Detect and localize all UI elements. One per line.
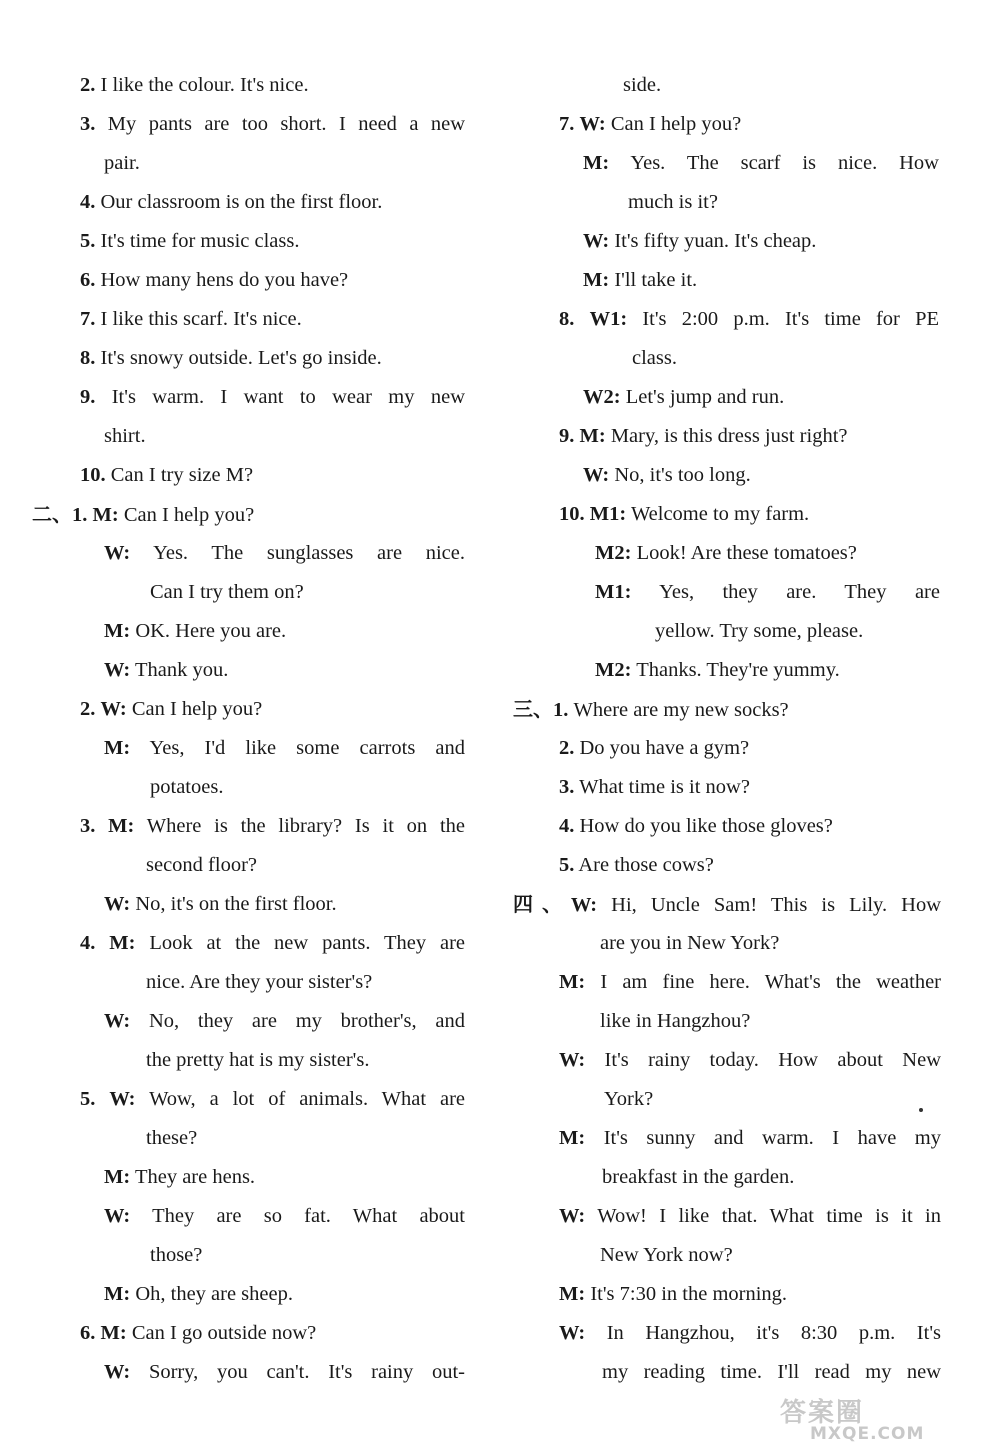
- text-line: [80, 382, 465, 412]
- line-text: breakfast in the garden.: [602, 1166, 795, 1188]
- text-line: [655, 616, 915, 646]
- line-text: How do you like those gloves?: [579, 815, 833, 837]
- line-text: Yes. The scarf is nice. How: [630, 152, 939, 174]
- line-text: Are those cows?: [578, 854, 714, 876]
- line-text: Oh, they are sheep.: [135, 1283, 293, 1305]
- text-line: [104, 889, 404, 919]
- text-line: [513, 889, 941, 920]
- line-text: No, it's too long.: [614, 464, 751, 486]
- speaker-label: M:: [109, 932, 136, 954]
- text-line: [80, 343, 460, 373]
- line-text: much is it?: [628, 191, 718, 213]
- text-line: [146, 850, 306, 880]
- line-text: pair.: [104, 152, 140, 174]
- text-line: [104, 655, 284, 685]
- item-number: 8.: [559, 308, 575, 330]
- line-text: It's snowy outside. Let's go inside.: [100, 347, 382, 369]
- line-text: Welcome to my farm.: [630, 503, 810, 525]
- line-text: OK. Here you are.: [135, 620, 287, 642]
- line-text: I am fine here. What's the weather: [600, 971, 941, 993]
- ink-dot: [919, 1108, 923, 1112]
- text-line: [80, 187, 460, 217]
- item-number: 2.: [80, 698, 96, 720]
- line-text: shirt.: [104, 425, 146, 447]
- watermark-site: MXQE.COM: [810, 1424, 925, 1444]
- line-text: Can I help you?: [610, 113, 742, 135]
- item-number: 9.: [559, 425, 575, 447]
- text-line: [150, 577, 370, 607]
- text-line: [623, 70, 683, 100]
- line-text: Look! Are these tomatoes?: [636, 542, 857, 564]
- line-text: It's time for music class.: [100, 230, 300, 252]
- section-number: 二、: [32, 502, 72, 526]
- speaker-label: W:: [104, 893, 131, 915]
- text-line: [559, 850, 759, 880]
- speaker-label: W1:: [589, 308, 628, 330]
- item-number: 3.: [80, 113, 96, 135]
- text-line: [583, 460, 823, 490]
- text-line: [583, 382, 843, 412]
- speaker-label: M:: [559, 971, 586, 993]
- text-line: [559, 499, 879, 529]
- line-text: Can I try size M?: [110, 464, 254, 486]
- watermark-logo: 答案圈: [780, 1398, 865, 1428]
- line-text: Let's jump and run.: [625, 386, 785, 408]
- line-text: Where is the library? Is it on the: [146, 815, 465, 837]
- text-line: [104, 1279, 364, 1309]
- item-number: 9.: [80, 386, 96, 408]
- text-line: [80, 1084, 465, 1114]
- line-text: In Hangzhou, it's 8:30 p.m. It's: [606, 1322, 941, 1344]
- text-line: [150, 1240, 230, 1270]
- text-line: [104, 1201, 465, 1231]
- line-text: I like this scarf. It's nice.: [100, 308, 302, 330]
- text-line: [80, 226, 380, 256]
- text-line: [80, 109, 465, 139]
- line-text: Sorry, you can't. It's rainy out-: [148, 1361, 465, 1383]
- watermark: [770, 1392, 980, 1448]
- text-line: [559, 1201, 941, 1231]
- speaker-label: M:: [583, 152, 610, 174]
- text-line: [80, 694, 320, 724]
- text-line: [104, 1006, 465, 1036]
- line-text: Can I help you?: [123, 504, 255, 526]
- text-line: [600, 928, 820, 958]
- text-line: [104, 733, 465, 763]
- line-text: Yes. The sunglasses are nice.: [153, 542, 465, 564]
- item-number: 8.: [80, 347, 96, 369]
- line-text: Can I try them on?: [150, 581, 304, 603]
- text-line: [146, 1045, 426, 1075]
- line-text: Wow! I like that. What time is it in: [597, 1205, 941, 1227]
- line-text: I like the colour. It's nice.: [100, 74, 309, 96]
- text-line: [595, 538, 925, 568]
- line-text: like in Hangzhou?: [600, 1010, 751, 1032]
- line-text: New York now?: [600, 1244, 733, 1266]
- text-line: [559, 1045, 941, 1075]
- line-text: those?: [150, 1244, 203, 1266]
- text-line: [104, 616, 364, 646]
- text-line: [559, 304, 939, 334]
- line-text: side.: [623, 74, 662, 96]
- speaker-label: W:: [583, 464, 610, 486]
- text-line: [600, 1240, 780, 1270]
- text-line: [559, 1123, 941, 1153]
- text-line: [146, 1123, 226, 1153]
- speaker-label: M:: [104, 620, 131, 642]
- text-line: [104, 148, 224, 178]
- item-number: 2.: [559, 737, 575, 759]
- section-number: 三、: [513, 697, 553, 721]
- text-line: [80, 811, 465, 841]
- text-line: [104, 1357, 465, 1387]
- speaker-label: M:: [104, 1283, 131, 1305]
- speaker-label: W:: [104, 542, 131, 564]
- item-number: 4.: [80, 932, 96, 954]
- text-line: [104, 538, 465, 568]
- item-number: 7.: [80, 308, 96, 330]
- line-text: Hi, Uncle Sam! This is Lily. How: [611, 894, 941, 916]
- line-text: are you in New York?: [600, 932, 780, 954]
- section-number: 四、: [513, 892, 571, 916]
- item-number: 7.: [559, 113, 575, 135]
- item-number: 3.: [559, 776, 575, 798]
- text-line: [559, 967, 941, 997]
- line-text: potatoes.: [150, 776, 224, 798]
- line-text: Where are my new socks?: [573, 699, 789, 721]
- item-number: 10.: [559, 503, 585, 525]
- text-line: [559, 733, 799, 763]
- text-line: [104, 421, 224, 451]
- text-line: [559, 421, 919, 451]
- speaker-label: M:: [579, 425, 606, 447]
- item-number: 5.: [559, 854, 575, 876]
- text-line: [80, 1318, 380, 1348]
- speaker-label: M1:: [595, 581, 632, 603]
- speaker-label: M:: [104, 737, 131, 759]
- line-text: Yes, they are. They are: [659, 581, 940, 603]
- item-number: 6.: [80, 269, 96, 291]
- speaker-label: W:: [109, 1088, 136, 1110]
- line-text: Wow, a lot of animals. What are: [149, 1088, 466, 1110]
- speaker-label: M:: [100, 1322, 127, 1344]
- line-text: It's fifty yuan. It's cheap.: [614, 230, 817, 252]
- speaker-label: M:: [104, 1166, 131, 1188]
- line-text: class.: [632, 347, 677, 369]
- line-text: They are so fat. What about: [152, 1205, 465, 1227]
- speaker-label: M2:: [595, 659, 632, 681]
- speaker-label: W:: [104, 1361, 131, 1383]
- speaker-label: M1:: [589, 503, 627, 525]
- text-line: [559, 811, 879, 841]
- speaker-label: W:: [104, 659, 131, 681]
- item-number: 4.: [559, 815, 575, 837]
- text-line: [595, 655, 895, 685]
- text-line: [80, 265, 420, 295]
- speaker-label: W:: [104, 1010, 131, 1032]
- text-line: [513, 694, 853, 725]
- line-text: No, they are my brother's, and: [148, 1010, 465, 1032]
- speaker-label: W:: [559, 1049, 586, 1071]
- item-number: 6.: [80, 1322, 96, 1344]
- text-line: [559, 772, 799, 802]
- line-text: Thanks. They're yummy.: [636, 659, 840, 681]
- text-line: [628, 187, 748, 217]
- speaker-label: W:: [579, 113, 606, 135]
- speaker-label: W:: [559, 1322, 586, 1344]
- line-text: It's sunny and warm. I have my: [603, 1127, 942, 1149]
- line-text: Look at the new pants. They are: [149, 932, 465, 954]
- speaker-label: M:: [583, 269, 610, 291]
- item-number: 5.: [80, 1088, 96, 1110]
- speaker-label: W:: [583, 230, 610, 252]
- text-line: [150, 772, 270, 802]
- speaker-label: W2:: [583, 386, 621, 408]
- line-text: the pretty hat is my sister's.: [146, 1049, 370, 1071]
- text-line: [602, 1162, 842, 1192]
- line-text: No, it's on the first floor.: [135, 893, 337, 915]
- speaker-label: W:: [104, 1205, 131, 1227]
- speaker-label: M2:: [595, 542, 632, 564]
- text-line: [146, 967, 426, 997]
- line-text: It's rainy today. How about New: [604, 1049, 942, 1071]
- text-line: [80, 70, 380, 100]
- line-text: Can I go outside now?: [131, 1322, 317, 1344]
- line-text: Can I help you?: [131, 698, 263, 720]
- speaker-label: M:: [559, 1283, 586, 1305]
- item-number: 5.: [80, 230, 96, 252]
- speaker-label: W:: [559, 1205, 586, 1227]
- line-text: York?: [604, 1088, 654, 1110]
- item-number: 1.: [72, 504, 88, 526]
- line-text: It's warm. I want to wear my new: [111, 386, 466, 408]
- speaker-label: M:: [92, 504, 119, 526]
- line-text: Do you have a gym?: [579, 737, 750, 759]
- text-line: [595, 577, 940, 607]
- line-text: second floor?: [146, 854, 257, 876]
- text-line: [80, 928, 465, 958]
- speaker-label: W:: [570, 894, 598, 916]
- text-line: [80, 460, 300, 490]
- line-text: They are hens.: [134, 1166, 256, 1188]
- line-text: I'll take it.: [614, 269, 698, 291]
- line-text: Mary, is this dress just right?: [610, 425, 848, 447]
- text-line: [583, 226, 883, 256]
- item-number: 2.: [80, 74, 96, 96]
- text-line: [559, 1318, 941, 1348]
- item-number: 10.: [80, 464, 106, 486]
- line-text: my reading time. I'll read my new: [602, 1361, 941, 1383]
- line-text: It's 7:30 in the morning.: [590, 1283, 788, 1305]
- text-line: [559, 109, 799, 139]
- text-line: [104, 1162, 304, 1192]
- line-text: these?: [146, 1127, 198, 1149]
- line-text: It's 2:00 p.m. It's time for PE: [642, 308, 939, 330]
- line-text: My pants are too short. I need a new: [107, 113, 466, 135]
- text-line: [632, 343, 692, 373]
- text-line: [583, 148, 939, 178]
- text-line: [80, 304, 380, 334]
- item-number: 1.: [553, 699, 569, 721]
- line-text: nice. Are they your sister's?: [146, 971, 373, 993]
- line-text: How many hens do you have?: [100, 269, 349, 291]
- text-line: [32, 499, 332, 530]
- line-text: Our classroom is on the first floor.: [100, 191, 383, 213]
- text-line: [559, 1279, 859, 1309]
- speaker-label: M:: [559, 1127, 586, 1149]
- line-text: yellow. Try some, please.: [655, 620, 864, 642]
- line-text: Yes, I'd like some carrots and: [149, 737, 465, 759]
- text-line: [600, 1006, 780, 1036]
- text-line: [604, 1084, 664, 1114]
- text-line: [583, 265, 743, 295]
- line-text: What time is it now?: [579, 776, 750, 798]
- speaker-label: M:: [108, 815, 135, 837]
- item-number: 4.: [80, 191, 96, 213]
- line-text: Thank you.: [134, 659, 229, 681]
- item-number: 3.: [80, 815, 96, 837]
- text-line: [602, 1357, 941, 1387]
- speaker-label: W:: [100, 698, 127, 720]
